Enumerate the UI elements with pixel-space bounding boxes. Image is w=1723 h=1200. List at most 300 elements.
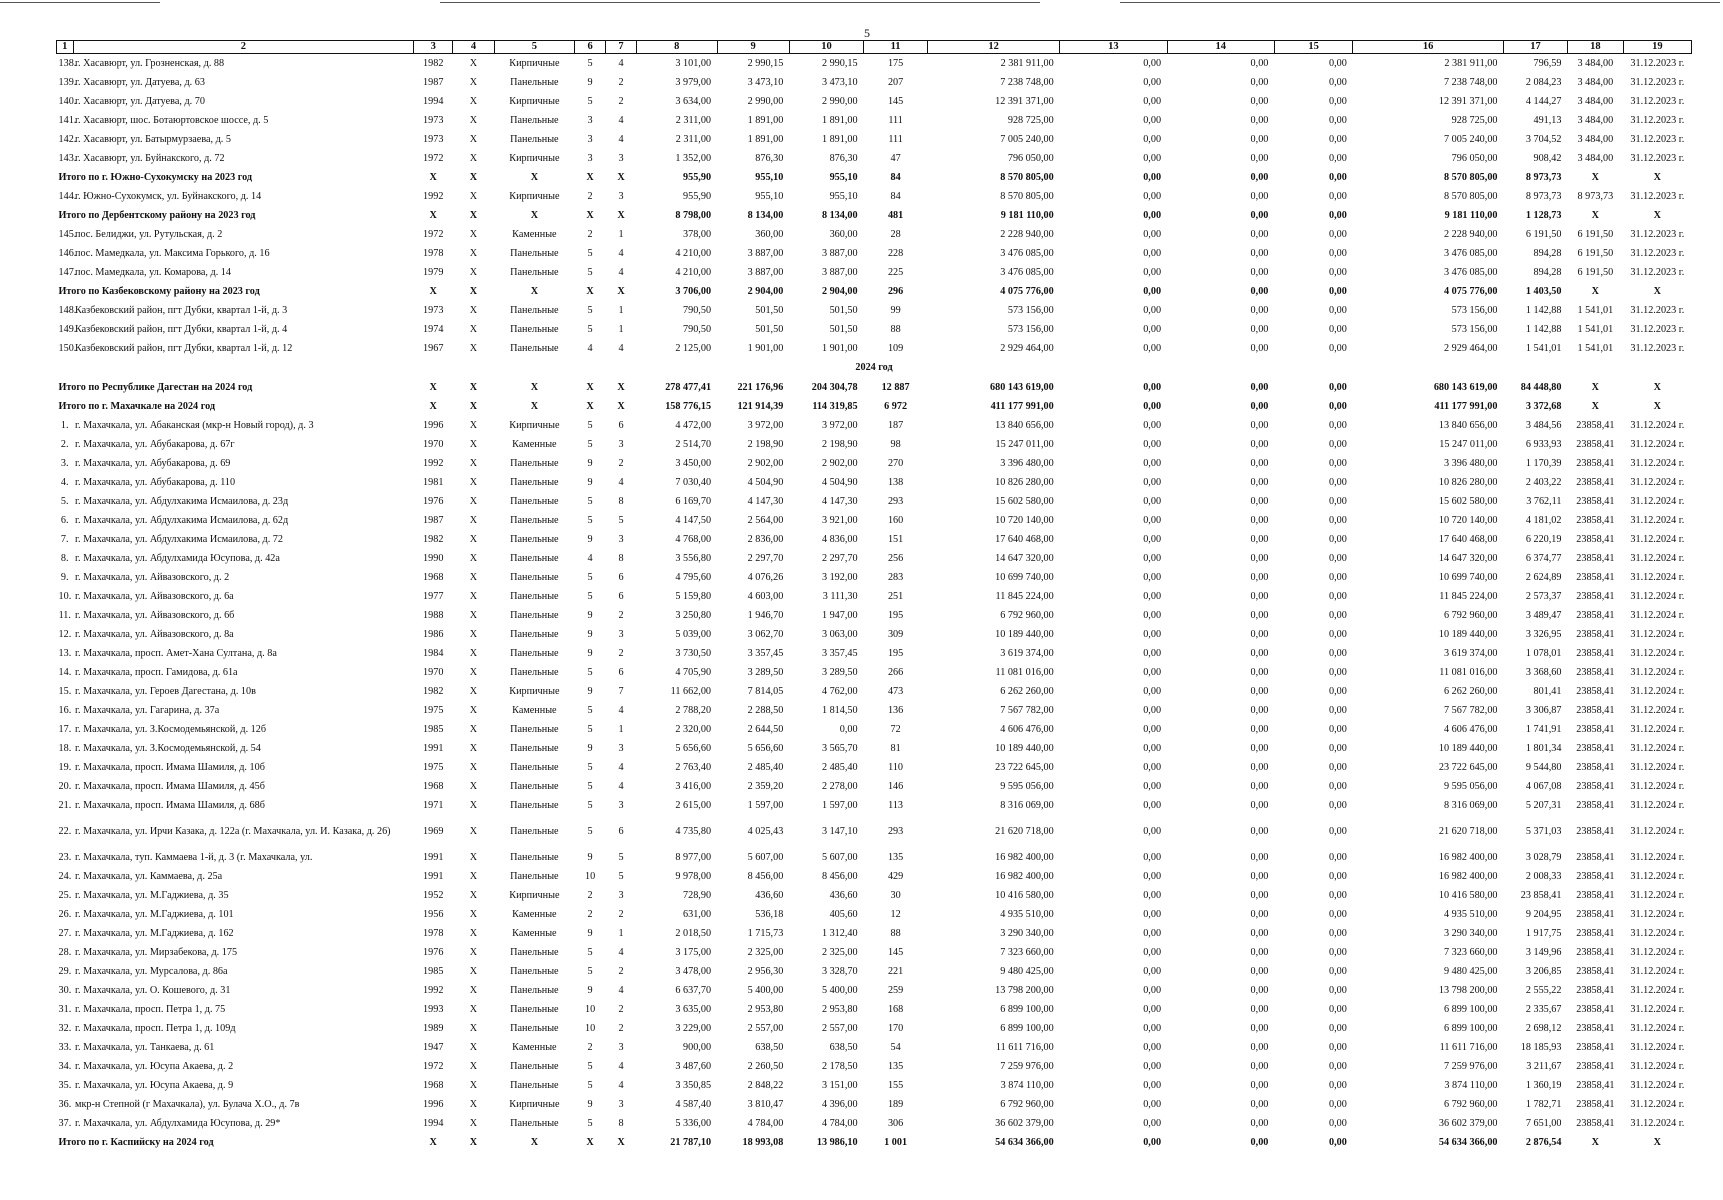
table-cell: 3 484,56 [1525,419,1562,431]
address-cell: г. Махачкала, просп. Имама Шамиля, д. 68б [75,799,265,811]
table-cell: 278 477,41 [665,381,712,393]
table-cell: 405,60 [829,908,858,920]
table-cell: 928 725,00 [1451,114,1498,126]
table-cell: 26. [58,908,72,920]
table-cell: 23858,41 [1576,1022,1615,1034]
table-cell: 955,90 [683,190,712,202]
table-cell: 31.12.2024 г. [1630,1060,1685,1072]
table-cell: 11 845 224,00 [1439,590,1498,602]
table-cell: 31.12.2023 г. [1630,266,1685,278]
table-cell: 0,00 [1250,57,1269,69]
table-cell: 4 [587,552,593,564]
table-cell: 501,50 [755,323,784,335]
table-cell: X [429,209,437,221]
table-cell: 3 476 085,00 [1444,266,1498,278]
table-cell: X [530,285,539,297]
table-cell: 4 [618,780,624,792]
table-cell: 6 899 100,00 [1000,1003,1054,1015]
table-cell: 6 191,50 [1577,266,1614,278]
table-cell: 138. [58,57,77,69]
table-row [57,92,1692,111]
table-cell: 4 836,00 [821,533,858,545]
table-cell: 4 210,00 [675,247,712,259]
subtotal-row [57,378,1692,397]
table-cell: 4 935 510,00 [1000,908,1054,920]
table-cell: X [469,1041,478,1053]
table-cell: 5 371,03 [1525,825,1562,837]
table-cell: 6 220,19 [1525,533,1562,545]
table-cell: 1947 [423,1041,444,1053]
table-cell: 1956 [423,908,444,920]
table-cell: 23858,41 [1576,476,1615,488]
table-cell: 31.12.2023 г. [1630,95,1685,107]
table-cell: 1987 [423,76,444,88]
address-cell: г. Махачкала, просп. Имама Шамиля, д. 10б [75,761,265,773]
table-cell: 2 929 464,00 [1000,342,1054,354]
table-cell: 6 899 100,00 [1444,1022,1498,1034]
table-cell: 23858,41 [1576,946,1615,958]
table-cell: 6 792 960,00 [1000,1098,1054,1110]
table-cell: 3 484,00 [1577,133,1614,145]
table-cell: 2 018,50 [675,927,712,939]
table-cell: 3 473,10 [747,76,784,88]
table-cell: 5 [587,825,593,837]
table-cell: 4 067,08 [1525,780,1562,792]
table-cell: 31.12.2023 г. [1630,114,1685,126]
table-cell: X [1591,400,1600,412]
table-cell: 0,00 [1143,285,1162,297]
table-cell: Панельные [510,552,559,564]
table-cell: 1996 [423,1098,444,1110]
table-cell: X [469,171,478,183]
table-cell: 18 185,93 [1520,1041,1562,1053]
address-cell: г. Махачкала, просп. Гамидова, д. 61а [75,666,238,678]
table-row [57,587,1692,606]
table-row [57,511,1692,530]
table-cell: X [469,704,478,716]
table-cell: 2 [618,457,624,469]
table-cell: Панельные [510,342,559,354]
table-cell: 1978 [423,247,444,259]
table-cell: 5 [587,965,593,977]
table-cell: 1 001 [884,1136,908,1148]
table-cell: 0,00 [1328,514,1347,526]
table-cell: 0,00 [1328,647,1347,659]
table-cell: 187 [887,419,904,431]
table-cell: X [617,400,625,412]
table-cell: 23858,41 [1576,533,1615,545]
table-cell: 3 192,00 [821,571,858,583]
table-cell: 1972 [423,228,444,240]
table-cell: 4 [618,984,624,996]
table-cell: 31.12.2023 г. [1630,133,1685,145]
table-cell: 8 316 069,00 [1000,799,1054,811]
table-cell: 4 504,90 [747,476,784,488]
table-cell: 23858,41 [1576,1041,1615,1053]
table-cell: 296 [887,285,904,297]
address-cell: г. Махачкала, ул. Абубакарова, д. 110 [75,476,236,488]
table-cell: Кирпичные [509,685,560,697]
table-cell: 3 [618,889,624,901]
table-cell: 221 [887,965,904,977]
table-cell: 5 656,60 [747,742,784,754]
table-cell: 0,00 [1328,965,1347,977]
table-cell: 14 647 320,00 [995,552,1054,564]
table-cell: 31.12.2024 г. [1630,984,1685,996]
table-cell: 23858,41 [1576,889,1615,901]
table-cell: Каменные [512,927,557,939]
table-cell: 1992 [423,984,444,996]
table-row [57,848,1692,867]
table-cell: 23858,41 [1576,851,1615,863]
table-cell: 2 125,00 [675,342,712,354]
table-cell: 0,00 [1328,152,1347,164]
table-cell: 955,10 [755,171,784,183]
table-cell: 1976 [423,495,444,507]
table-cell: X [469,647,478,659]
table-cell: 0,00 [1143,552,1162,564]
table-cell: X [429,285,437,297]
table-cell: 23858,41 [1576,514,1615,526]
table-cell: 47 [890,152,901,164]
table-cell: 2 836,00 [747,533,784,545]
table-cell: 8 456,00 [821,870,858,882]
table-cell: Панельные [510,114,559,126]
table-cell: 2 624,89 [1525,571,1562,583]
table-cell: X [429,381,437,393]
table-cell: 2 [618,76,624,88]
table-cell: 3 289,50 [821,666,858,678]
table-cell: 0,00 [1143,1098,1162,1110]
table-cell: 5 [618,514,624,526]
table-row [57,606,1692,625]
table-cell: 0,00 [1143,228,1162,240]
table-cell: X [469,438,478,450]
table-cell: 3 887,00 [821,266,858,278]
table-cell: 0,00 [1328,304,1347,316]
address-cell: г. Махачкала, ул. Айвазовского, д. 6а [75,590,234,602]
table-cell: 0,00 [1143,152,1162,164]
table-cell: 2 359,20 [747,780,784,792]
table-cell: 283 [887,571,904,583]
table-cell: 4 [618,266,624,278]
table-cell: 9 480 425,00 [1000,965,1054,977]
table-cell: 900,00 [683,1041,712,1053]
table-cell: 9 [587,533,593,545]
table-row [57,244,1692,263]
table-cell: 2 325,00 [821,946,858,958]
table-cell: 31.12.2024 г. [1630,1022,1685,1034]
table-cell: 110 [888,761,904,773]
table-cell: 3 972,00 [821,419,858,431]
table-cell: 1968 [423,780,444,792]
table-cell: 3 619 374,00 [1444,647,1498,659]
table-cell: 0,00 [1143,609,1162,621]
table-cell: 0,00 [1250,285,1269,297]
address-cell: г. Хасавюрт, шос. Ботаюртовское шоссе, д. 5 [75,114,269,126]
table-cell: 2 198,90 [747,438,784,450]
table-cell: 4 762,00 [821,685,858,697]
table-cell: 3 487,60 [675,1060,712,1072]
table-cell: X [586,209,594,221]
table-cell: 14 647 320,00 [1438,552,1498,564]
table-cell: X [530,171,539,183]
address-cell: г. Махачкала, просп. Амет-Хана Султана, д. 8а [75,647,277,659]
table-cell: 31.12.2023 г. [1630,76,1685,88]
table-cell: 309 [887,628,904,640]
table-cell: 4 [587,342,593,354]
table-cell: 473 [887,685,904,697]
table-cell: Кирпичные [509,419,560,431]
table-row [57,1038,1692,1057]
table-cell: 10 [585,1022,596,1034]
table-cell: X [469,666,478,678]
table-cell: 8 570 805,00 [1444,190,1498,202]
table-row [57,886,1692,905]
table-cell: 2 335,67 [1525,1003,1562,1015]
table-cell: 3 [618,152,624,164]
table-cell: 7 030,40 [675,476,712,488]
table-cell: X [1653,209,1662,221]
table-cell: 8 973,73 [1577,190,1614,202]
table-cell: 0,00 [1328,190,1347,202]
table-cell: 111 [888,133,903,145]
table-cell: 2 260,50 [747,1060,784,1072]
table-cell: 6 792 960,00 [1000,609,1054,621]
table-cell: Панельные [510,133,559,145]
table-cell: Каменные [512,1041,557,1053]
table-cell: 0,00 [1143,984,1162,996]
address-cell: г. Махачкала, ул. Танкаева, д. 61 [75,1041,215,1053]
table-cell: 0,00 [1250,1003,1269,1015]
table-cell: 23858,41 [1576,927,1615,939]
table-cell: 4 396,00 [821,1098,858,1110]
table-cell: 928 725,00 [1007,114,1054,126]
table-cell: X [469,685,478,697]
table-cell: 23858,41 [1576,419,1615,431]
table-cell: 2 [618,609,624,621]
table-cell: 0,00 [1250,1098,1269,1110]
table-cell: Панельные [510,723,559,735]
table-cell: 3 149,96 [1525,946,1562,958]
address-cell: г. Махачкала, просп. Имама Шамиля, д. 45б [75,780,265,792]
table-cell: 2 956,30 [747,965,784,977]
table-cell: 2 953,80 [821,1003,858,1015]
table-cell: 5 159,80 [675,590,712,602]
table-cell: Панельные [510,590,559,602]
table-cell: 3. [60,457,69,469]
table-cell: X [586,381,594,393]
table-cell: 2 198,90 [821,438,858,450]
table-cell: 0,00 [1143,799,1162,811]
table-cell: 11. [58,609,71,621]
table-cell: 0,00 [1328,1022,1347,1034]
table-cell: 0,00 [1143,1041,1162,1053]
table-cell: X [469,742,478,754]
table-cell: 31.12.2024 г. [1630,552,1685,564]
table-cell: 3 289,50 [747,666,784,678]
table-cell: 5 656,60 [675,742,712,754]
address-cell: г. Махачкала, ул. З.Космодемьянской, д. 54 [75,742,261,754]
table-cell: 1991 [423,742,444,754]
table-cell: 1 078,01 [1525,647,1562,659]
table-cell: 1985 [423,965,444,977]
table-cell: 6 374,77 [1525,552,1562,564]
table-cell: 2 228 940,00 [1000,228,1054,240]
table-cell: X [469,133,478,145]
table-cell: 0,00 [1328,1041,1347,1053]
table-cell: X [469,228,478,240]
table-cell: 1994 [423,1117,444,1129]
table-row [57,454,1692,473]
address-cell: г. Хасавюрт, ул. Грозненская, д. 88 [75,57,225,69]
table-cell: 3 [618,799,624,811]
table-cell: 2 [618,1022,624,1034]
table-row [57,530,1692,549]
address-cell: г. Хасавюрт, ул. Буйнакского, д. 72 [75,152,225,164]
table-cell: 10 189 440,00 [1438,628,1498,640]
address-cell: г. Махачкала, ул. Айвазовского, д. 8а [75,628,234,640]
table-cell: 3 [618,438,624,450]
table-cell: X [1591,285,1600,297]
address-cell: г. Махачкала, ул. Айвазовского, д. 2 [75,571,230,583]
table-cell: 9. [60,571,69,583]
table-cell: 31.12.2024 г. [1630,704,1685,716]
address-cell: г. Махачкала, просп. Петра 1, д. 75 [75,1003,226,1015]
table-cell: 0,00 [1328,476,1347,488]
table-cell: 1987 [423,514,444,526]
table-cell: Кирпичные [509,57,560,69]
column-header-2: 2 [73,41,414,54]
table-cell: X [469,851,478,863]
table-cell: 7 651,00 [1525,1117,1562,1129]
table-cell: 0,00 [1143,1136,1162,1148]
table-cell: 23858,41 [1576,1098,1615,1110]
table-cell: 0,00 [1328,400,1347,412]
table-cell: 135 [887,1060,904,1072]
table-cell: 0,00 [1328,381,1347,393]
table-cell: 573 156,00 [1451,304,1498,316]
table-cell: 16 982 400,00 [1438,870,1498,882]
table-row [57,663,1692,682]
table-cell: 16 982 400,00 [995,851,1054,863]
table-row [57,130,1692,149]
table-cell: 23858,41 [1576,908,1615,920]
table-cell: 2 288,50 [747,704,784,716]
subtotal-row [57,168,1692,187]
table-cell: 1973 [423,304,444,316]
table-cell: 2 [618,908,624,920]
table-cell: 3 730,50 [675,647,712,659]
table-cell: 0,00 [1143,514,1162,526]
table-cell: 0,00 [1143,190,1162,202]
table-cell: 1975 [423,761,444,773]
table-cell: 7 005 240,00 [1000,133,1054,145]
table-cell: 5 [587,723,593,735]
table-cell: 0,00 [1328,889,1347,901]
table-cell: 31.12.2023 г. [1630,228,1685,240]
table-cell: 0,00 [1250,761,1269,773]
table-cell: 7 323 660,00 [1444,946,1498,958]
table-cell: 1 170,39 [1525,457,1562,469]
table-cell: 0,00 [1143,342,1162,354]
subtotal-row [57,282,1692,301]
table-cell: 266 [887,666,904,678]
table-cell: 3 635,00 [675,1003,712,1015]
table-cell: X [469,571,478,583]
table-cell: 3 [618,1041,624,1053]
table-cell: 11 081 016,00 [1439,666,1498,678]
table-cell: 2 320,00 [675,723,712,735]
table-cell: 12. [58,628,72,640]
table-cell: 10 699 740,00 [1438,571,1498,583]
table-cell: 411 177 991,00 [990,400,1054,412]
table-row [57,1000,1692,1019]
table-cell: 3 151,00 [821,1079,858,1091]
table-cell: Панельные [510,609,559,621]
table-cell: 0,00 [1143,590,1162,602]
table-cell: X [469,780,478,792]
address-cell: г. Махачкала, ул. Ирчи Казака, д. 122а (г. Махачкала, ул. И. Казака, д. 26) [75,825,391,837]
table-cell: 1 541,01 [1577,342,1614,354]
table-cell: 3 634,00 [675,95,712,107]
table-cell: 3 [587,133,593,145]
year-section-label: 2024 год [855,362,893,374]
table-row [57,149,1692,168]
table-cell: 638,50 [829,1041,858,1053]
table-cell: 3 810,47 [747,1098,784,1110]
table-cell: 1993 [423,1003,444,1015]
table-cell: 21. [58,799,72,811]
table-cell: 195 [887,647,904,659]
table-cell: 5 [587,495,593,507]
table-cell: 955,90 [683,171,712,183]
table-cell: 146. [58,247,77,259]
table-row [57,1114,1692,1133]
table-cell: 0,00 [1143,533,1162,545]
table-cell: 2 178,50 [821,1060,858,1072]
table-cell: 2 953,80 [747,1003,784,1015]
table-cell: 32. [58,1022,72,1034]
table-cell: 5 [587,799,593,811]
table-row [57,320,1692,339]
address-cell: мкр-н Степной (г Махачкала), ул. Булача Х.О., д. 7в [75,1098,300,1110]
table-cell: 4 076,26 [747,571,784,583]
table-cell: 2 876,54 [1525,1136,1562,1148]
table-cell: 1 782,71 [1525,1098,1562,1110]
table-cell: X [1653,285,1662,297]
table-cell: X [530,400,539,412]
table-cell: 23858,41 [1576,799,1615,811]
table-cell: X [469,628,478,640]
table-cell: 10 [585,1003,596,1015]
table-cell: 30. [58,984,72,996]
table-cell: 31. [58,1003,72,1015]
table-cell: 2 573,37 [1525,590,1562,602]
table-cell: 4 587,40 [675,1098,712,1110]
table-cell: 1979 [423,266,444,278]
table-cell: 155 [887,1079,904,1091]
table-cell: Панельные [510,647,559,659]
table-cell: 3 [587,114,593,126]
table-cell: 0,00 [1250,114,1269,126]
table-cell: 0,00 [1328,1117,1347,1129]
address-cell: г. Хасавюрт, ул. Датуева, д. 63 [75,76,205,88]
table-cell: 1970 [423,438,444,450]
table-cell: Панельные [510,323,559,335]
table-cell: 1977 [423,590,444,602]
table-cell: Панельные [510,533,559,545]
